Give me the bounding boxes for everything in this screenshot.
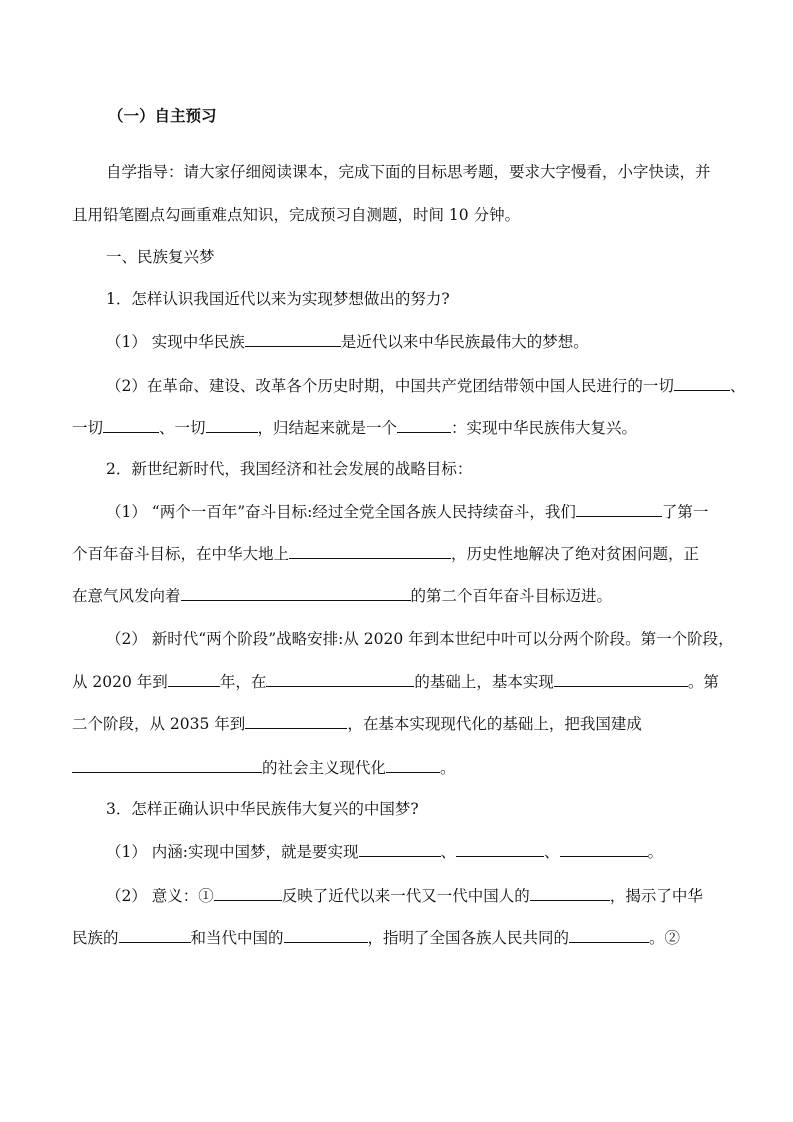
guide-text-line-1: 自学指导：请大家仔细阅读课本，完成下面的目标思考题，要求大字慢看，小字快读，并 bbox=[106, 163, 711, 181]
q1-item-1-text-a: （1） 实现中华民族 bbox=[106, 333, 245, 351]
q3-item-1-text-b: 、 bbox=[440, 843, 457, 861]
q2-item-1-text-a: （1） “两个一百年”奋斗目标:经过全党全国各族人民持续奋斗，我们 bbox=[106, 503, 576, 521]
answer-blank[interactable] bbox=[576, 501, 662, 517]
q2-line-5-text-d: 。第 bbox=[687, 673, 719, 691]
q3-line-3-text-c: ，指明了全国各族人民共同的 bbox=[367, 929, 570, 947]
answer-blank[interactable] bbox=[181, 585, 411, 601]
q3-item-2-text-a: （2） 意义：① bbox=[106, 887, 214, 905]
answer-blank[interactable] bbox=[284, 927, 368, 943]
guide-text-line-2: 且用铅笔圈点勾画重难点知识，完成预习自测题，时间 10 分钟。 bbox=[72, 206, 521, 224]
q3-line-3-text-d: 。② bbox=[649, 929, 681, 947]
q3-item-1 bbox=[106, 841, 663, 862]
q1-item-1-text-b: 是近代以来中华民族最伟大的梦想。 bbox=[340, 333, 589, 351]
answer-blank[interactable] bbox=[245, 331, 341, 347]
answer-blank[interactable] bbox=[206, 417, 258, 433]
answer-blank[interactable] bbox=[266, 671, 414, 687]
question-2: 2．新世纪新时代，我国经济和社会发展的战略目标： bbox=[106, 460, 473, 478]
q3-line-3-text-b: 和当代中国的 bbox=[190, 929, 284, 947]
q1-item-2-text-b: 、 bbox=[729, 377, 746, 395]
q3-item-2-text-c: ，揭示了中华 bbox=[609, 887, 703, 905]
q3-item-1-text-d: 。 bbox=[647, 843, 664, 861]
q1-item-1 bbox=[106, 331, 589, 352]
q3-item-2-text-b: 反映了近代以来一代又一代中国人的 bbox=[281, 887, 530, 905]
q3-item-1-text-c: 、 bbox=[544, 843, 560, 861]
q1-line-text-a: 一切 bbox=[72, 419, 104, 437]
answer-blank[interactable] bbox=[530, 885, 610, 901]
q2-line-7-text-b: 。 bbox=[440, 759, 456, 777]
q2-line-6-text-a: 二个阶段，从 2035 年到 bbox=[72, 715, 246, 733]
q2-item-2: （2） 新时代“两个阶段”战略安排:从 2020 年到本世纪中叶可以分两个阶段。第一个阶段， bbox=[106, 630, 734, 648]
q2-line-5-text-a: 从 2020 年到 bbox=[72, 673, 168, 691]
answer-blank[interactable] bbox=[119, 927, 191, 943]
q2-item-2-line-3 bbox=[72, 713, 642, 734]
answer-blank[interactable] bbox=[72, 757, 262, 773]
q2-item-2-line-2 bbox=[72, 671, 719, 692]
q3-line-3-text-a: 民族的 bbox=[72, 929, 119, 947]
answer-blank[interactable] bbox=[397, 417, 451, 433]
answer-blank[interactable] bbox=[359, 841, 441, 857]
answer-blank[interactable] bbox=[214, 885, 282, 901]
q3-item-2 bbox=[106, 885, 703, 906]
q2-item-1-text-b: 了第一 bbox=[661, 503, 709, 521]
answer-blank[interactable] bbox=[245, 713, 347, 729]
answer-blank[interactable] bbox=[674, 375, 730, 391]
q2-line-6-text-b: ，在基本实现现代化的基础上，把我国建成 bbox=[347, 715, 642, 733]
q3-item-2-line-2 bbox=[72, 927, 680, 948]
q1-line-text-b: 、一切 bbox=[159, 419, 206, 437]
answer-blank[interactable] bbox=[560, 841, 648, 857]
q1-item-2 bbox=[106, 375, 745, 396]
answer-blank[interactable] bbox=[456, 841, 544, 857]
section-heading: （一）自主预习 bbox=[108, 106, 217, 125]
q1-line-text-c: ，归结起来就是一个 bbox=[257, 419, 398, 437]
answer-blank[interactable] bbox=[569, 927, 649, 943]
q3-item-1-text-a: （1） 内涵:实现中国梦，就是要实现 bbox=[106, 843, 359, 861]
q2-item-1-line-3 bbox=[72, 585, 612, 606]
q2-item-1 bbox=[106, 501, 708, 522]
answer-blank[interactable] bbox=[103, 417, 159, 433]
q1-item-2-continued bbox=[72, 417, 637, 438]
question-3: 3．怎样正确认识中华民族伟大复兴的中国梦? bbox=[106, 800, 419, 818]
section-title-1: 一、民族复兴梦 bbox=[106, 248, 215, 266]
question-1: 1．怎样认识我国近代以来为实现梦想做出的努力? bbox=[106, 290, 450, 308]
q2-line-3-text-a: 在意气风发向着 bbox=[72, 587, 181, 605]
q2-item-2-line-4 bbox=[72, 757, 456, 778]
q2-line-5-text-c: 的基础上，基本实现 bbox=[414, 673, 554, 691]
q1-line-text-d: ：实现中华民族伟大复兴。 bbox=[451, 419, 638, 437]
q2-line-2-text-b: ，历史性地解决了绝对贫困问题，正 bbox=[451, 545, 700, 563]
answer-blank[interactable] bbox=[289, 543, 451, 559]
q2-line-2-text-a: 个百年奋斗目标，在中华大地上 bbox=[72, 545, 290, 563]
q2-line-3-text-b: 的第二个百年奋斗目标迈进。 bbox=[410, 587, 613, 605]
q2-item-1-line-2 bbox=[72, 543, 699, 564]
q1-item-2-text-a: （2）在革命、建设、改革各个历史时期，中国共产党团结带领中国人民进行的一切 bbox=[106, 377, 674, 395]
q2-line-7-text-a: 的社会主义现代化 bbox=[262, 759, 387, 777]
answer-blank[interactable] bbox=[386, 757, 440, 773]
q2-line-5-text-b: 年，在 bbox=[219, 673, 267, 691]
answer-blank[interactable] bbox=[168, 671, 220, 687]
answer-blank[interactable] bbox=[554, 671, 688, 687]
